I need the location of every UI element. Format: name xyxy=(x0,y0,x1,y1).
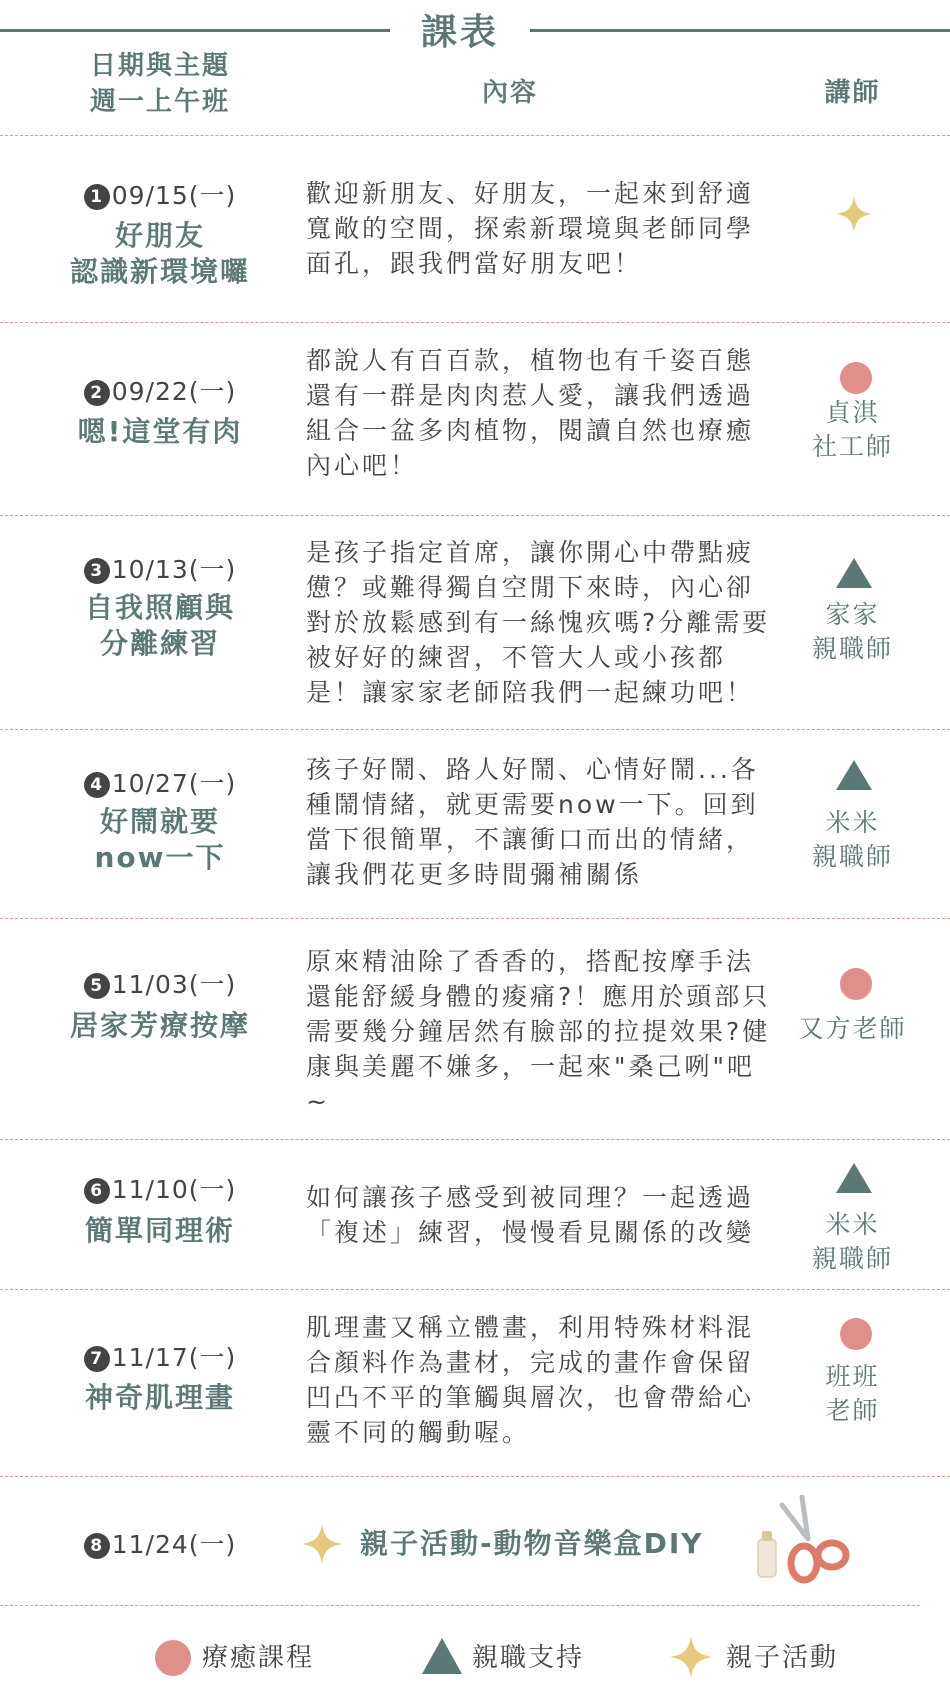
session-3-teacher: 家家 親職師 xyxy=(811,600,893,663)
session-2-topic: 嗯!這堂有肉 xyxy=(77,415,243,448)
page-title: 課表 xyxy=(420,12,499,53)
legend-family-label: 親子活動 xyxy=(726,1643,839,1673)
divider xyxy=(0,515,950,516)
session-1-number: 1 xyxy=(84,184,110,210)
divider xyxy=(0,322,950,323)
circle-icon xyxy=(840,1318,872,1350)
session-6-content: 如何讓孩子感受到被同理？一起透過「複述」練習，慢慢看見關係的改變 xyxy=(306,1183,755,1247)
content-header: 內容 xyxy=(481,78,538,108)
session-7-date xyxy=(40,1338,280,1374)
session-2-date-text: 09/22(一) xyxy=(111,377,237,406)
session-6-date xyxy=(40,1170,280,1206)
circle-icon xyxy=(840,968,872,1000)
star-icon xyxy=(302,1524,342,1564)
session-5-date-text: 11/03(一) xyxy=(111,970,237,999)
divider xyxy=(0,1139,950,1140)
divider xyxy=(0,135,950,136)
session-4-content: 孩子好鬧、路人好鬧、心情好鬧...各種鬧情緒，就更需要now一下。回到當下很簡單，不讓衝口而出的情緒，讓我們花更多時間彌補關係 xyxy=(306,755,759,889)
date-topic-header-line2: 週一上午班 xyxy=(89,87,230,117)
session-5-content: 原來精油除了香香的，搭配按摩手法還能舒緩身體的痠痛?！應用於頭部只需要幾分鐘居然有臉部的拉提效果?健康與美麗不嫌多，一起來"桑己咧"吧~ xyxy=(306,947,771,1116)
title-rule-left xyxy=(0,29,390,32)
divider xyxy=(0,918,950,919)
circle-icon xyxy=(840,362,872,394)
session-1-content: 歡迎新朋友、好朋友，一起來到舒適寬敞的空間，探索新環境與老師同學面孔，跟我們當好朋友吧！ xyxy=(306,179,755,278)
session-3-content: 是孩子指定首席，讓你開心中帶點疲憊？或難得獨自空閒下來時，內心卻對於放鬆感到有一絲愧疚嗎?分離需要被好好的練習，不管大人或小孩都是！讓家家老師陪我們一起練功吧！ xyxy=(306,538,771,707)
session-6-date-text: 11/10(一) xyxy=(111,1175,237,1204)
triangle-icon xyxy=(836,760,872,790)
title-rule-right xyxy=(530,29,950,32)
session-2-content: 都說人有百百款，植物也有千姿百態還有一群是肉肉惹人愛，讓我們透過組合一盆多肉植物，閱讀自然也療癒內心吧！ xyxy=(306,346,755,480)
legend-parenting-label: 親職支持 xyxy=(472,1643,585,1673)
session-6-number: 6 xyxy=(84,1178,110,1204)
session-7-topic: 神奇肌理畫 xyxy=(84,1381,235,1414)
session-2-date xyxy=(40,372,280,408)
legend-star-icon xyxy=(670,1636,712,1678)
session-3-topic: 自我照顧與 分離練習 xyxy=(84,591,235,660)
session-5-date xyxy=(40,965,280,1001)
session-1-topic: 好朋友 認識新環境囉 xyxy=(69,219,250,288)
session-4-teacher: 米米 親職師 xyxy=(811,808,893,871)
date-topic-header xyxy=(40,48,280,120)
session-7-number: 7 xyxy=(84,1346,110,1372)
session-7-content: 肌理畫又稱立體畫，利用特殊材料混合顏料作為畫材，完成的畫作會保留凹凸不平的筆觸與層次，也會帶給心靈不同的觸動喔。 xyxy=(306,1313,755,1447)
session-3-date xyxy=(40,550,280,586)
session-1-date xyxy=(40,176,280,212)
session-4-number: 4 xyxy=(84,772,110,798)
legend-circle-icon xyxy=(155,1640,191,1676)
divider xyxy=(0,1476,950,1477)
session-6-topic: 簡單同理術 xyxy=(84,1214,235,1247)
session-3-date-text: 10/13(一) xyxy=(111,555,237,584)
session-8-number: 8 xyxy=(84,1533,110,1559)
legend-healing-label: 療癒課程 xyxy=(202,1643,315,1673)
session-3-number: 3 xyxy=(84,558,110,584)
session-5-teacher: 又方老師 xyxy=(798,1014,907,1043)
session-7-date-text: 11/17(一) xyxy=(111,1343,237,1372)
legend-triangle-icon xyxy=(422,1638,462,1674)
session-2-teacher: 貞淇 社工師 xyxy=(811,398,893,461)
craft-tools-icon xyxy=(752,1495,852,1589)
session-6-teacher: 米米 親職師 xyxy=(811,1210,893,1273)
session-1-date-text: 09/15(一) xyxy=(111,181,237,210)
triangle-icon xyxy=(836,558,872,588)
session-5-number: 5 xyxy=(84,973,110,999)
session-2-number: 2 xyxy=(84,380,110,406)
triangle-icon xyxy=(836,1163,872,1193)
session-4-topic: 好鬧就要 now一下 xyxy=(94,805,226,874)
date-topic-header-line1: 日期與主題 xyxy=(89,51,230,81)
session-8-activity: 親子活動-動物音樂盒DIY xyxy=(360,1527,704,1560)
teacher-header: 講師 xyxy=(824,78,881,108)
session-8-date xyxy=(40,1525,280,1561)
session-5-topic: 居家芳療按摩 xyxy=(69,1009,250,1042)
session-8-date-text: 11/24(一) xyxy=(111,1530,237,1559)
divider xyxy=(0,1289,950,1290)
session-4-date xyxy=(40,764,280,800)
session-7-teacher: 班班 老師 xyxy=(825,1362,880,1425)
divider xyxy=(0,729,950,730)
session-4-date-text: 10/27(一) xyxy=(111,769,237,798)
star-icon xyxy=(836,196,872,232)
divider xyxy=(0,1605,920,1606)
